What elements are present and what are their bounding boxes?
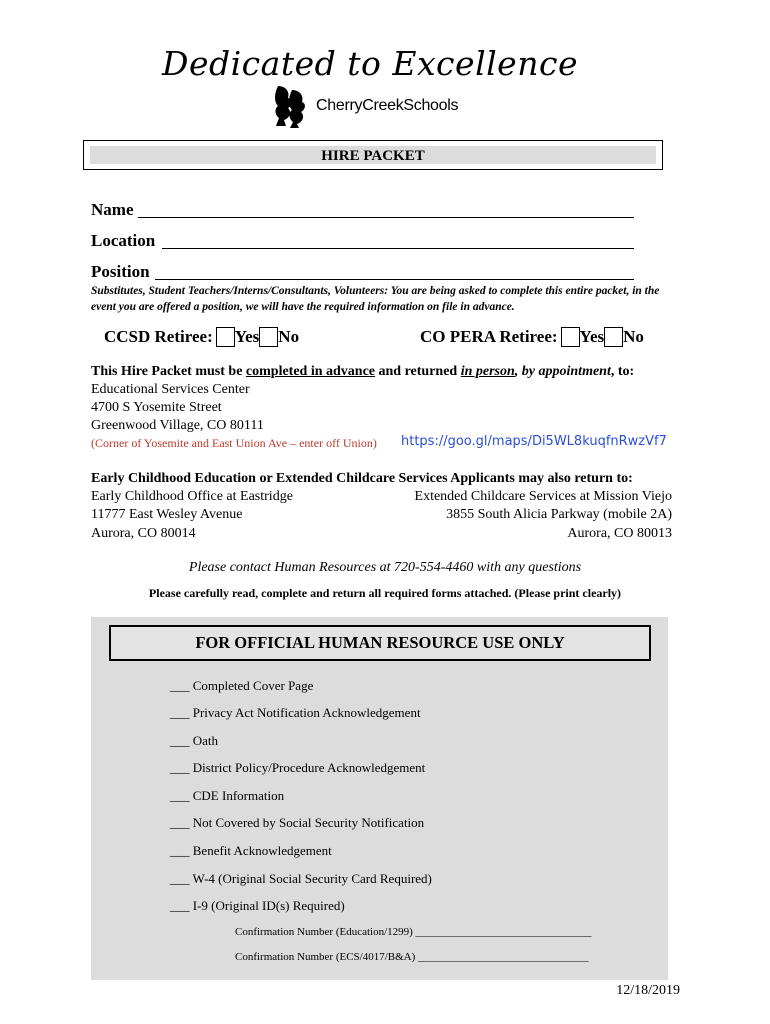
- checklist-item-district-policy: ___ District Policy/Procedure Acknowledgement: [170, 760, 426, 775]
- early-left-line-2: 11777 East Wesley Avenue: [91, 507, 243, 522]
- checklist-item-privacy-act: ___ Privacy Act Notification Acknowledgement: [170, 705, 421, 720]
- pera-retiree-group: [420, 327, 644, 347]
- address-line-1: Educational Services Center: [91, 382, 250, 397]
- location-field[interactable]: [162, 248, 634, 249]
- checklist-item-i9: ___ I-9 (Original ID(s) Required): [170, 898, 345, 913]
- hire-packet-banner: [83, 140, 663, 170]
- checklist-item-benefit: ___ Benefit Acknowledgement: [170, 843, 332, 858]
- ccsd-no-label: No: [278, 327, 300, 346]
- position-label: Position: [91, 262, 150, 281]
- early-childhood-heading: Early Childhood Education or Extended Childcare Services Applicants may also return to:: [91, 471, 633, 486]
- instr-underline-advance: completed in advance: [245, 364, 376, 379]
- ccsd-yes-label: Yes: [234, 327, 260, 346]
- map-link[interactable]: https://goo.gl/maps/Di5WL8kuqfnRwzVf7: [401, 434, 667, 449]
- confirmation-ecs: Confirmation Number (ECS/4017/B&A) _______________________________: [235, 951, 589, 963]
- location-label: Location: [91, 231, 156, 250]
- pera-yes-checkbox[interactable]: [561, 327, 580, 347]
- early-right-line-1: Extended Childcare Services at Mission Viejo: [414, 489, 672, 504]
- ccsd-yes-checkbox[interactable]: [216, 327, 235, 347]
- early-right-line-2: 3855 South Alicia Parkway (mobile 2A): [446, 507, 672, 522]
- instr-underline-in-person: in person: [460, 364, 515, 379]
- pera-yes-label: Yes: [579, 327, 605, 346]
- silhouette-logo-icon: [272, 84, 312, 128]
- instr-part2: and returned: [375, 364, 461, 379]
- name-label: Name: [91, 200, 134, 219]
- confirmation-education: Confirmation Number (Education/1299) ________________________________: [235, 926, 592, 938]
- directions-note: (Corner of Yosemite and East Union Ave – enter off Union): [91, 436, 377, 450]
- early-left-line-1: Early Childhood Office at Eastridge: [91, 489, 293, 504]
- ccsd-no-checkbox[interactable]: [259, 327, 278, 347]
- position-field[interactable]: [155, 279, 634, 280]
- instr-part4: , to:: [610, 364, 635, 379]
- address-line-2: 4700 S Yosemite Street: [91, 400, 222, 415]
- address-line-3: Greenwood Village, CO 80111: [91, 418, 264, 433]
- ccsd-retiree-group: [104, 327, 299, 347]
- name-field[interactable]: [138, 217, 634, 218]
- checklist-item-w4: ___ W-4 (Original Social Security Card Required): [170, 871, 432, 886]
- checklist-item-cover-page: ___ Completed Cover Page: [170, 678, 314, 693]
- ccsd-retiree-label: CCSD Retiree:: [104, 327, 213, 346]
- official-use-title: FOR OFFICIAL HUMAN RESOURCE USE ONLY: [109, 625, 651, 661]
- logo-text: CherryCreekSchools: [316, 97, 459, 114]
- checklist-item-oath: ___ Oath: [170, 733, 219, 748]
- instr-part1: This Hire Packet must be: [91, 364, 246, 379]
- pera-retiree-label: CO PERA Retiree:: [420, 327, 558, 346]
- checklist-item-social-security: ___ Not Covered by Social Security Notification: [170, 815, 425, 830]
- early-right-line-3: Aurora, CO 80013: [567, 526, 672, 541]
- substitute-note: Substitutes, Student Teachers/Interns/Consultants, Volunteers: You are being asked to complete this entire packet, in the event you are offered a position, we will have the required information on file in advance.: [91, 285, 660, 313]
- tagline: Dedicated to Excellence: [162, 44, 578, 83]
- pera-no-checkbox[interactable]: [604, 327, 623, 347]
- instr-part3: , by appointment: [514, 364, 611, 379]
- careful-instructions: Please carefully read, complete and return all required forms attached. (Please print clearly): [148, 586, 622, 600]
- page-title: HIRE PACKET: [90, 146, 656, 164]
- checklist-item-cde-info: ___ CDE Information: [170, 788, 285, 803]
- revision-date: 12/18/2019: [616, 983, 680, 998]
- contact-hr: Please contact Human Resources at 720-554-4460 with any questions: [188, 560, 582, 575]
- early-left-line-3: Aurora, CO 80014: [91, 526, 196, 541]
- return-instructions: [91, 363, 691, 381]
- pera-no-label: No: [623, 327, 644, 346]
- district-logo: [272, 84, 458, 128]
